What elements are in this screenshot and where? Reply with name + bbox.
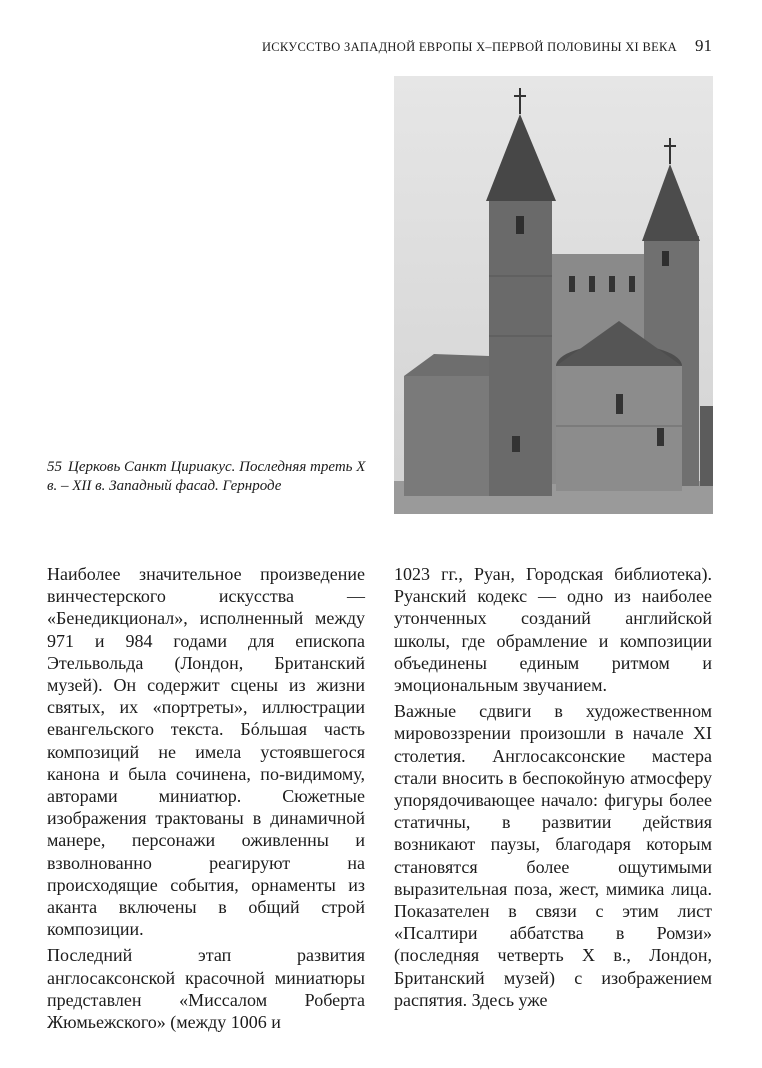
figure-number: 55 [47,459,62,475]
text-column-left [47,563,365,1033]
paragraph: Последний этап развития англосаксонской красочной миниатюры представлен «Миссалом Роберта Жюмьежского» (между 1006 и [47,945,365,1033]
church-illustration [394,76,713,514]
church-photograph [394,76,713,514]
text-column-right [394,563,712,1011]
running-header-title: ИСКУССТВО ЗАПАДНОЙ ЕВРОПЫ X–ПЕРВОЙ ПОЛОВИНЫ XI ВЕКА [261,40,677,54]
figure-caption [47,458,377,496]
running-header [190,36,712,56]
paragraph: Наиболее значительное произведение винчестерского искусства — «Бенедикционал», исполненный между 971 и 984 годами для епископа Этельвольда (Лондон, Британский музей). Он содержит сцены из жизни святых, их «портреты», иллюстрации евангельского текста. Бóльшая часть композиций не имела устоявшегося канона и была сочинена, по-видимому, авторами миниатюр. Сюжетные изображения трактованы в динамичной манере, персонажи оживленны и взволнованно реагируют на происходящие события, орнаменты из аканта включены в общий строй композиции. [47,564,365,940]
page-number: 91 [695,36,712,55]
figure-caption-text: Церковь Санкт Цириакус. Последняя треть X в. – XII в. Западный фасад. Гернроде [47,459,366,494]
paragraph: Важные сдвиги в художественном мировоззрении произошли в начале XI столетия. Англосаксонские мастера стали вносить в беспокойную атмосферу упорядочивающее начало: фигуры более статичны, в развитии действия возникают паузы, благодаря которым становятся более ощутимыми выразительная поза, жест, мимика лица. Показателен в связи с этим лист «Псалтири аббатства в Ромзи» (последняя четверть X в., Лондон, Британский музей) с изображением распятия. Здесь уже [394,701,712,1010]
paragraph: 1023 гг., Руан, Городская библиотека). Руанский кодекс — одно из наиболее утонченных созданий английской школы, где обрамление и композиции объединены единым ритмом и эмоциональным звучанием. [394,564,712,696]
